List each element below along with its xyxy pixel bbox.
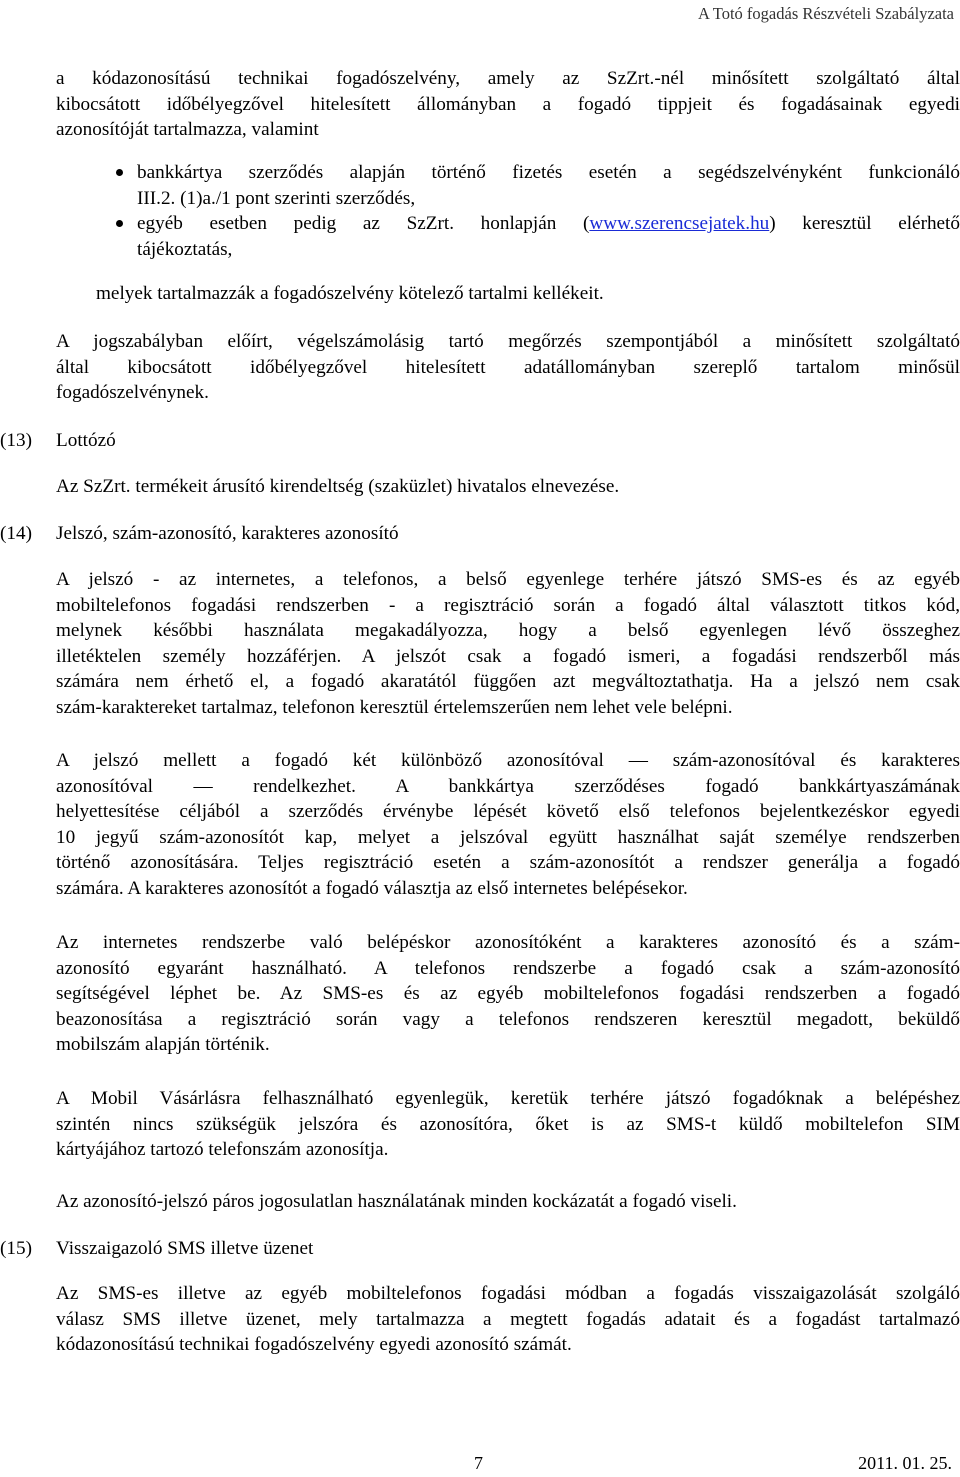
bullet-text: egyéb esetben pedig az SzZrt. honlapján (: [137, 213, 590, 234]
bullet-item-card-contract: [56, 160, 960, 211]
running-header: A Totó fogadás Részvételi Szabályzata: [697, 4, 954, 23]
paragraph-line: A jelszó mellett a fogadó két különböző azonosítóval — szám-azonosítóval és karakteres: [56, 750, 960, 771]
bullet-icon: [116, 220, 123, 227]
bullet-text: ) keresztül elérhető: [769, 213, 960, 234]
bullet-icon: [116, 169, 123, 176]
bullet-line: III.2. (1)a./1 pont szerinti szerződés,: [137, 187, 416, 209]
intro-line: kibocsátott időbélyegzővel hitelesített állományban a fogadó tippjeit és fogadásainak egyedi: [56, 93, 960, 115]
paragraph-line: azonosító egyaránt használható. A telefonos rendszerbe a fogadó csak a szám-azonosító: [56, 957, 960, 979]
section-number: (15): [0, 1238, 32, 1259]
section-number: (14): [0, 523, 32, 544]
paragraph-line: A Mobil Vásárlásra felhasználható egyenlegük, keretük terhére játszó fogadóknak a belépéshez: [56, 1088, 960, 1109]
paragraph-line: számára. A karakteres azonosítót a fogadó választja az első internetes belépésekor.: [56, 877, 688, 899]
paragraph-line: szintén nincs szükségük jelszóra és azonosítóra, őket is az SMS-t küldő mobiltelefon SIM: [56, 1113, 960, 1135]
paragraph-line: melynek későbbi használata megakadályozza, hogy a belső egyenlegen lévő összeghez: [56, 620, 960, 641]
paragraph-line: illetéktelen személy hozzáférjen. A jelszót csak a fogadó ismeri, a fogadási rendszerből más: [56, 645, 960, 667]
paragraph-line: segítségével léphet be. Az SMS-es és az egyéb mobiltelefonos fogadási rendszerben a fogadó: [56, 983, 960, 1004]
intro-line: a kódazonosítású technikai fogadószelvény, amely az SzZrt.-nél minősített szolgáltató által: [56, 68, 960, 89]
bullet-line: tájékoztatás,: [137, 238, 233, 260]
section-text: Az SzZrt. termékeit árusító kirendeltség (szaküzlet) hivatalos elnevezése.: [56, 476, 620, 497]
page-number: 7: [474, 1453, 483, 1473]
paragraph-line: helyettesítése céljából a szerződés érvénybe lépését követő első telefonos bejelentkezéskor egyedi: [56, 801, 960, 822]
paragraph-line: kódazonosítású technikai fogadószelvény egyedi azonosító számát.: [56, 1334, 572, 1355]
paragraph-line: mobiltelefonos fogadási rendszerben - a regisztráció során a fogadó által választott titkos kód,: [56, 594, 960, 616]
paragraph-line: válasz SMS illetve üzenet, mely tartalmazza a megtett fogadás adatait és a fogadást tartalmazó: [56, 1308, 960, 1330]
section-paragraph: [56, 1281, 960, 1358]
footer-date: 2011. 01. 25.: [858, 1453, 952, 1473]
retention-line: fogadószelvénynek.: [56, 382, 209, 403]
paragraph-line: számára nem érhető el, a fogadó akaratától függően azt megváltoztathatja. Ha a jelszó nem csak: [56, 671, 960, 692]
paragraph-line: beazonosítása a regisztráció során vagy a telefonos rendszeren keresztül megadott, beküldő: [56, 1008, 960, 1030]
bullet-line: [137, 211, 960, 237]
paragraph-line: szám-karaktereket tartalmaz, telefonon keresztül értelemszerűen nem lehet vele belépni.: [56, 696, 733, 718]
paragraph-line: Az SMS-es illetve az egyéb mobiltelefonos fogadási módban a fogadás visszaigazolását szolgáló: [56, 1283, 960, 1304]
section-paragraph: [56, 567, 960, 720]
section-paragraph: [56, 930, 960, 1058]
paragraph-line: azonosítóval — rendelkezhet. A bankkártya szerződéses fogadó bankkártyaszámának: [56, 775, 960, 797]
paragraph-line: történő azonosítására. Teljes regisztráció esetén a szám-azonosítót a rendszer generálja a fogadó: [56, 852, 960, 873]
bullet-item-website: [56, 211, 960, 262]
section-paragraph: [56, 748, 960, 901]
after-bullets-text: melyek tartalmazzák a fogadószelvény kötelező tartalmi kellékeit.: [96, 283, 604, 304]
section-number: (13): [0, 430, 32, 451]
section-title: Jelszó, szám-azonosító, karakteres azonosító: [56, 523, 399, 544]
paragraph-line: A jelszó - az internetes, a telefonos, a belső egyenlege terhére játszó SMS-es és az egyéb: [56, 569, 960, 590]
paragraph-line: mobilszám alapján történik.: [56, 1034, 270, 1055]
retention-paragraph: [56, 329, 960, 406]
paragraph-line: kártyájához tartozó telefonszám azonosítja.: [56, 1139, 389, 1160]
bullet-list: [56, 160, 960, 262]
retention-line: A jogszabályban előírt, végelszámolásig tartó megőrzés szempontjából a minősített szolgáltató: [56, 331, 960, 352]
bullet-line: bankkártya szerződés alapján történő fizetés esetén a segédszelvényként funkcionáló: [137, 162, 960, 183]
intro-line: azonosítóját tartalmazza, valamint: [56, 119, 319, 140]
paragraph-line: Az internetes rendszerbe való belépéskor azonosítóként a karakteres azonosító és a szám-: [56, 932, 960, 953]
intro-paragraph: [56, 66, 960, 143]
section-title: Visszaigazoló SMS illetve üzenet: [56, 1238, 314, 1259]
retention-line: által kibocsátott időbélyegzővel hitelesített adatállományban szereplő tartalom minősül: [56, 356, 960, 378]
section-title: Lottózó: [56, 430, 116, 451]
paragraph-line: 10 jegyű szám-azonosítót kap, melyet a jelszóval együtt használhat saját személye rendszerben: [56, 826, 960, 848]
section-paragraph: [56, 1086, 960, 1163]
section-paragraph: Az azonosító-jelszó páros jogosulatlan használatának minden kockázatát a fogadó viseli.: [56, 1191, 737, 1212]
website-link[interactable]: www.szerencsejatek.hu: [589, 213, 770, 234]
